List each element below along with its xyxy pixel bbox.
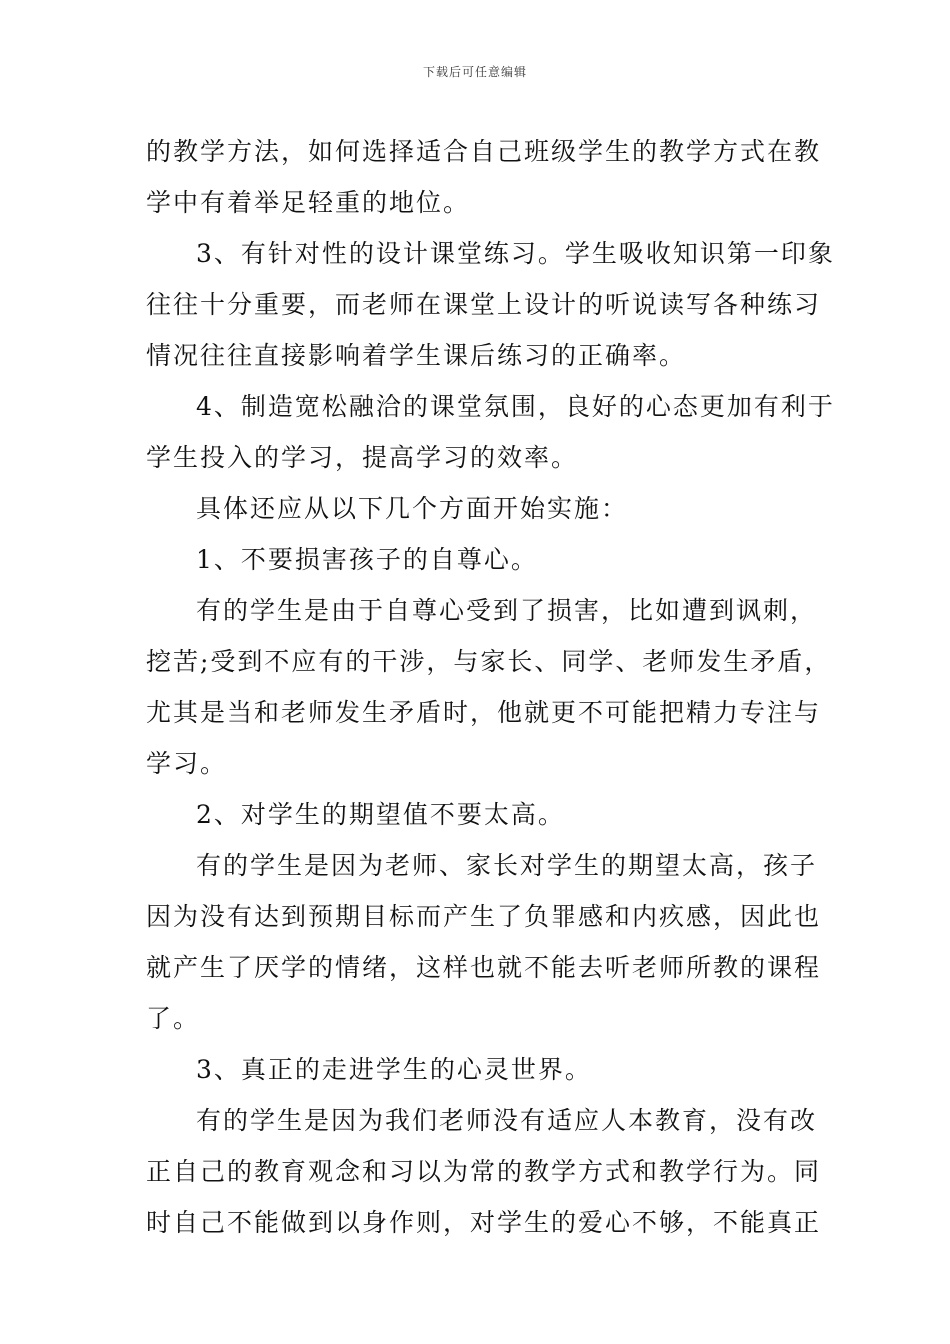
- text-line: 尤其是当和老师发生矛盾时，他就更不可能把精力专注与: [146, 698, 822, 727]
- text-line: 因为没有达到预期目标而产生了负罪感和内疚感，因此也: [146, 902, 822, 931]
- text-line: 往往十分重要，而老师在课堂上设计的听说读写各种练习: [146, 290, 822, 319]
- text-line: 时自己不能做到以身作则，对学生的爱心不够，不能真正: [146, 1208, 822, 1237]
- text-line: 了。: [146, 1004, 201, 1033]
- text-line: 学中有着举足轻重的地位。: [146, 188, 471, 217]
- text-line: 1、不要损害孩子的自尊心。: [196, 545, 538, 574]
- text-line: 3、有针对性的设计课堂练习。学生吸收知识第一印象: [196, 239, 835, 268]
- text-line: 情况往往直接影响着学生课后练习的正确率。: [146, 341, 687, 370]
- text-line: 4、制造宽松融洽的课堂氛围，良好的心态更加有利于: [196, 392, 835, 421]
- text-line: 2、对学生的期望值不要太高。: [196, 800, 565, 829]
- text-line: 有的学生是因为老师、家长对学生的期望太高，孩子: [196, 851, 818, 880]
- text-line: 有的学生是因为我们老师没有适应人本教育，没有改: [196, 1106, 818, 1135]
- text-line: 学习。: [146, 749, 228, 778]
- page-header: 下载后可任意编辑: [422, 65, 527, 79]
- text-line: 有的学生是由于自尊心受到了损害，比如遭到讽刺，: [196, 596, 818, 625]
- text-line: 具体还应从以下几个方面开始实施：: [196, 494, 629, 523]
- text-line: 的教学方法，如何选择适合自己班级学生的教学方式在教: [146, 137, 822, 166]
- document-body: [146, 126, 835, 1248]
- text-line: 就产生了厌学的情绪，这样也就不能去听老师所教的课程: [146, 953, 822, 982]
- text-line: 3、真正的走进学生的心灵世界。: [196, 1055, 592, 1084]
- text-line: 挖苦;受到不应有的干涉，与家长、同学、老师发生矛盾，: [146, 647, 832, 676]
- text-line: 正自己的教育观念和习以为常的教学方式和教学行为。同: [146, 1157, 822, 1186]
- text-line: 学生投入的学习，提高学习的效率。: [146, 443, 579, 472]
